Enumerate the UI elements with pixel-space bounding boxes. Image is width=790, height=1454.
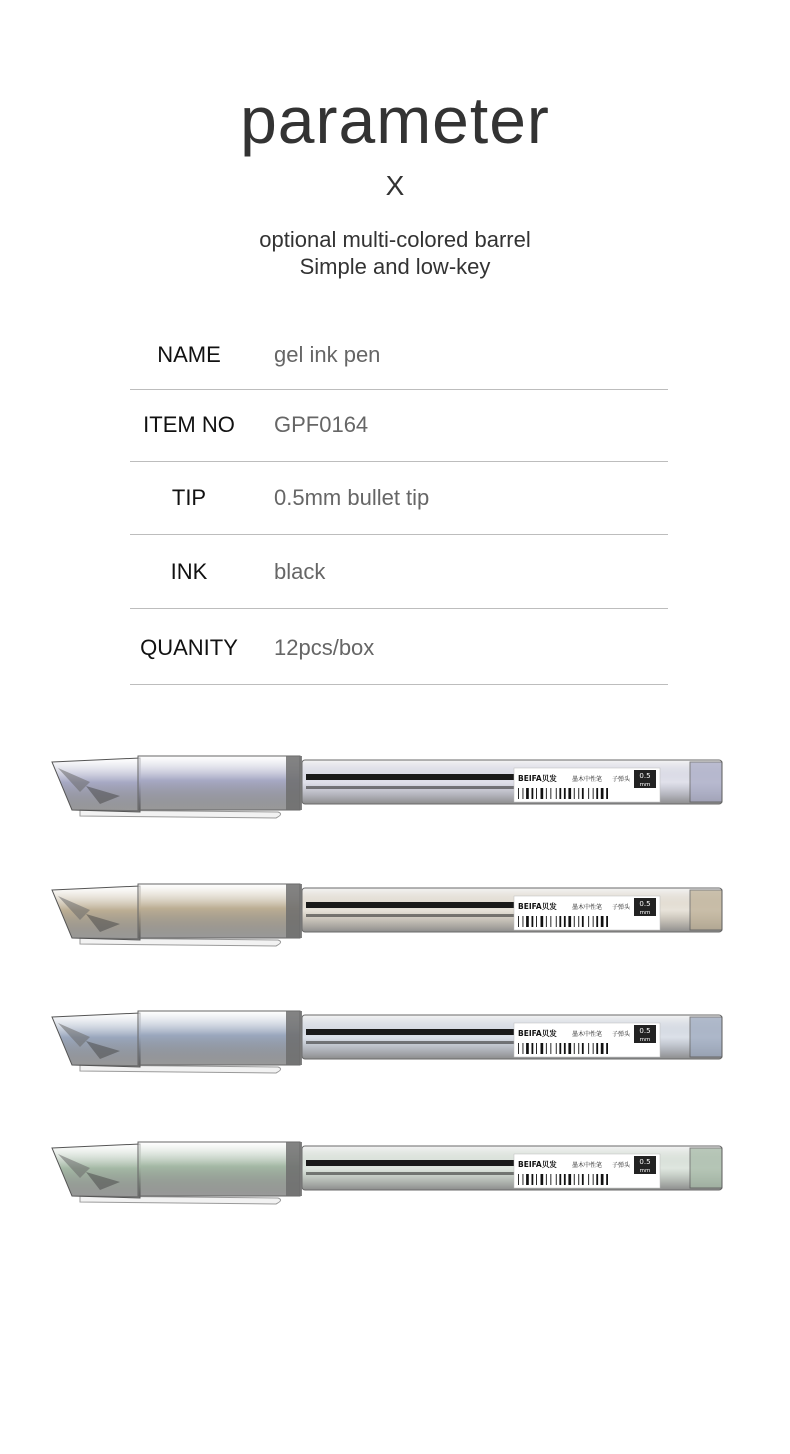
- spec-row-quantity: [130, 609, 668, 685]
- pen-cap-ring: [286, 1011, 302, 1065]
- pen-label-product: 墨木中性笔: [572, 904, 603, 911]
- spec-row-tip: [130, 462, 668, 535]
- pen-image-blue-grey: [50, 1007, 726, 1077]
- pen-label-product: 墨木中性笔: [572, 1031, 603, 1038]
- pen-label: [514, 1154, 660, 1188]
- pen-cap-ring: [286, 884, 302, 938]
- pen-ink-refill: [306, 902, 542, 908]
- pen-cap: [138, 884, 300, 938]
- pen-label: [514, 1023, 660, 1057]
- spec-key: NAME: [157, 342, 221, 367]
- pen-label-unit: mm: [639, 1168, 651, 1174]
- pen-label-size: 0.5: [639, 1027, 651, 1035]
- subtitle-line-1: optional multi-colored barrel: [259, 227, 531, 252]
- pen-label-product: 墨木中性笔: [572, 776, 603, 783]
- pen-cap-tip: [52, 886, 140, 940]
- pen-cap-tip: [52, 758, 140, 812]
- pen-label-tip-type: 子弹头: [612, 1031, 631, 1038]
- pen-ink-refill: [306, 774, 542, 780]
- pen-end-plug: [690, 762, 722, 802]
- spec-value: GPF0164: [274, 412, 369, 437]
- pen-label-brand: BEIFA贝发: [518, 1160, 557, 1169]
- spec-key: TIP: [171, 485, 207, 510]
- pen-cap: [138, 1142, 300, 1196]
- pen-label: [514, 768, 660, 802]
- subtitle-line-2: Simple and low-key: [299, 254, 491, 279]
- spec-value: gel ink pen: [274, 342, 381, 367]
- spec-value: black: [274, 559, 326, 584]
- spec-row-name: [130, 320, 668, 390]
- pen-ink-refill: [306, 1160, 542, 1166]
- pen-label-tip-type: 子弹头: [612, 776, 631, 783]
- spec-table: [130, 320, 668, 685]
- spec-key: ITEM NO: [143, 412, 235, 437]
- pen-label-size: 0.5: [639, 1158, 651, 1166]
- pen-illustration: [50, 880, 726, 950]
- pen-cap-tip: [52, 1013, 140, 1067]
- spec-value: 12pcs/box: [274, 635, 375, 660]
- spec-value: 0.5mm bullet tip: [274, 485, 430, 510]
- pen-image-champagne: [50, 880, 726, 950]
- pen-label-unit: mm: [639, 1037, 651, 1043]
- pen-label-brand: BEIFA贝发: [518, 774, 557, 783]
- pen-label-product: 墨木中性笔: [572, 1162, 603, 1169]
- pen-label-unit: mm: [639, 782, 651, 788]
- title-separator: X: [385, 170, 405, 201]
- spec-row-ink: [130, 535, 668, 609]
- page-title: parameter: [240, 83, 550, 157]
- pen-label-size: 0.5: [639, 772, 651, 780]
- pen-label-size: 0.5: [639, 900, 651, 908]
- pen-illustration: [50, 1007, 726, 1077]
- pen-image-lavender: [50, 752, 726, 822]
- pen-cap-tip: [52, 1144, 140, 1198]
- pen-illustration: [50, 752, 726, 822]
- pen-cap-ring: [286, 756, 302, 810]
- pen-image-sage: [50, 1138, 726, 1208]
- spec-row-item-no: [130, 390, 668, 462]
- pen-label-tip-type: 子弹头: [612, 1162, 631, 1169]
- pen-end-plug: [690, 1017, 722, 1057]
- pen-cap-ring: [286, 1142, 302, 1196]
- pen-label: [514, 896, 660, 930]
- pen-illustration: [50, 1138, 726, 1208]
- subtitle: [0, 226, 790, 280]
- spec-key: QUANITY: [140, 635, 238, 660]
- pen-end-plug: [690, 1148, 722, 1188]
- pen-ink-refill: [306, 1029, 542, 1035]
- pen-cap: [138, 1011, 300, 1065]
- pen-label-tip-type: 子弹头: [612, 904, 631, 911]
- pen-end-plug: [690, 890, 722, 930]
- pen-label-brand: BEIFA贝发: [518, 902, 557, 911]
- pen-cap: [138, 756, 300, 810]
- pen-label-unit: mm: [639, 910, 651, 916]
- spec-key: INK: [170, 559, 208, 584]
- pen-label-brand: BEIFA贝发: [518, 1029, 557, 1038]
